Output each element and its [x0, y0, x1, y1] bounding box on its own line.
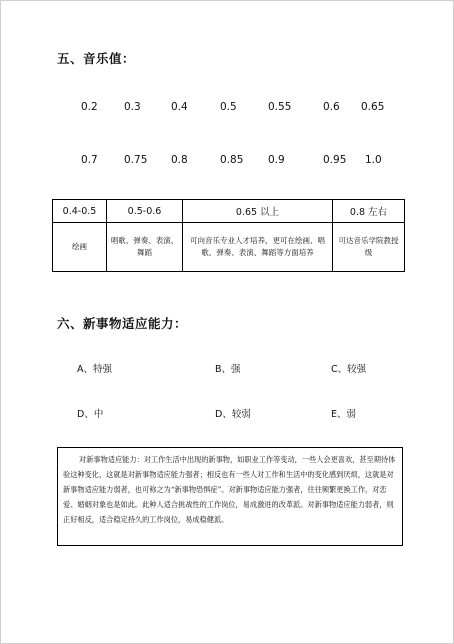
music-value: 0.75 — [124, 154, 148, 166]
music-value: 0.8 — [171, 154, 188, 166]
section-five-heading: 五、音乐值： — [57, 51, 136, 66]
music-value: 0.95 — [323, 154, 347, 166]
section-six-heading: 六、新事物适应能力： — [57, 316, 188, 331]
option-item: A、特强 — [77, 364, 112, 375]
music-value: 0.7 — [81, 154, 98, 166]
music-value: 0.85 — [220, 154, 244, 166]
option-item: C、较强 — [331, 364, 367, 375]
option-item: E、弱 — [331, 409, 357, 420]
music-value-table — [52, 199, 405, 272]
table-cell: 可向音乐专业人才培养，更可在绘画、唱歌、弹奏、表演、舞蹈等方面培养 — [183, 223, 333, 272]
music-value: 0.3 — [124, 101, 141, 113]
option-item: D、中 — [77, 409, 104, 420]
table-row — [53, 223, 405, 272]
option-item: D、较弱 — [215, 409, 251, 420]
option-item: B、强 — [215, 364, 241, 375]
music-value: 0.2 — [81, 101, 98, 113]
explanation-text: 对新事物适应能力：对工作生活中出现的新事物，如职业工作等变动，一些人会更喜欢，甚至期待体验这种变化，这就是对新事物适应能力强者；相反也有一些人对工作和生活中的变化感到厌烦，这就是对新事物适应能力弱者，也可称之为“新事物恐惧症”。对新事物适应能力强者，往往频繁更换工作，对恋爱、婚姻对象也是如此。此种人适合挑战性的工作岗位，易成激进的改革派。对新事物适应能力弱者，则正好相反，适合稳定持久的工作岗位，易成稳健派。 — [63, 455, 396, 524]
table-header-row — [53, 200, 405, 223]
music-value: 0.65 — [361, 101, 385, 113]
table-cell: 唱歌、弹奏、表演、舞蹈 — [107, 223, 183, 272]
table-header-cell: 0.8 左右 — [333, 200, 405, 223]
table-cell: 可达音乐学院教授级 — [333, 223, 405, 272]
table-header-cell: 0.4-0.5 — [53, 200, 107, 223]
table-header-cell: 0.65 以上 — [183, 200, 333, 223]
table-cell: 绘画 — [53, 223, 107, 272]
music-value: 0.5 — [220, 101, 237, 113]
music-value: 0.4 — [171, 101, 188, 113]
table-header-cell: 0.5-0.6 — [107, 200, 183, 223]
music-value: 0.9 — [268, 154, 285, 166]
music-value: 1.0 — [365, 154, 382, 166]
music-value: 0.6 — [323, 101, 340, 113]
explanation-box — [57, 447, 403, 546]
music-value: 0.55 — [268, 101, 292, 113]
